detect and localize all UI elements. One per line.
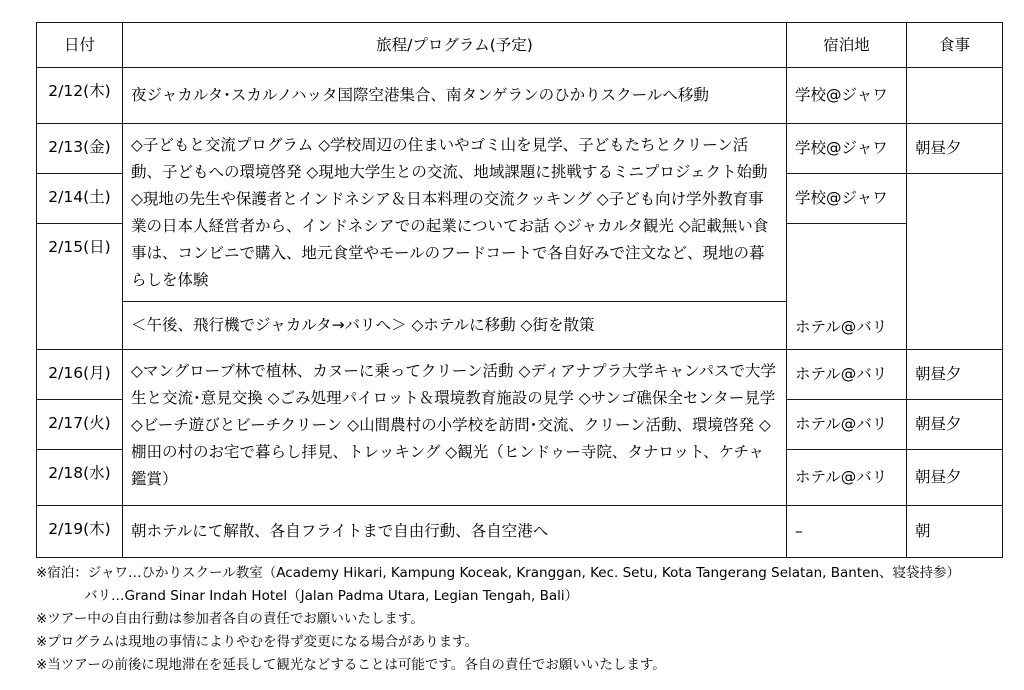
stay-cell: ホテル@バリ — [787, 450, 907, 506]
header-date: 日付 — [37, 23, 123, 68]
meal-cell: 朝昼夕 — [907, 124, 1003, 174]
date-cell: 2/13(金) — [37, 124, 123, 174]
stay-cell: ホテル@バリ — [787, 350, 907, 400]
program-cell-transfer: ＜午後、飛行機でジャカルタ→バリへ＞ ◇ホテルに移動 ◇街を散策 — [123, 302, 787, 350]
date-cell: 2/18(水) — [37, 450, 123, 506]
table-header-row — [37, 23, 1003, 68]
stay-cell: ホテル@バリ — [787, 224, 907, 350]
date-cell: 2/17(火) — [37, 400, 123, 450]
meal-cell: 朝昼夕 — [907, 350, 1003, 400]
stay-cell: – — [787, 506, 907, 558]
program-cell-bali: ◇マングローブ林で植林、カヌーに乗ってクリーン活動 ◇ディアナプラ大学キャンパスで大学生と交流･意見交換 ◇ごみ処理パイロット＆環境教育施設の見学 ◇サンゴ礁保全センター見学 ◇ビーチ遊びとビーチクリーン ◇山間農村の小学校を訪問･交流、クリーン活動、環境啓発 ◇棚田の村のお宅で暮らし拝見、トレッキング ◇観光（ヒンドゥー寺院、タナロット、ケチャ鑑賞） — [123, 350, 787, 506]
note-program-change: ※プログラムは現地の事情によりやむを得ず変更になる場合があります。 — [36, 634, 479, 650]
note-free-time: ※ツアー中の自由行動は参加者各自の責任でお願いいたします。 — [36, 611, 424, 627]
note-extension: ※当ツアーの前後に現地滞在を延長して観光などすることは可能です。各自の責任でお願いいたします。 — [36, 657, 666, 673]
meal-cell: 朝 — [907, 506, 1003, 558]
note-lodging-bali: バリ…Grand Sinar Indah Hotel（Jalan Padma Utara, Legian Tengah, Bali） — [84, 588, 579, 604]
note-lodging-java: ※宿泊：ジャワ…ひかりスクール教室（Academy Hikari, Kampung Koceak, Kranggan, Kec. Setu, Kota Tangerang Selatan, Banten、寝袋持参） — [36, 565, 961, 581]
date-cell: 2/12(木) — [37, 68, 123, 124]
table-row — [37, 350, 1003, 400]
header-program: 旅程/プログラム(予定) — [123, 23, 787, 68]
program-cell-java: ◇子どもと交流プログラム ◇学校周辺の住まいやゴミ山を見学、子どもたちとクリーン活動、子どもへの環境啓発 ◇現地大学生との交流、地域課題に挑戦するミニプロジェクト始動 ◇現地の先生や保護者とインドネシア＆日本料理の交流クッキング ◇子ども向け学外教育事業の日本人経営者から、インドネシアでの起業についてお話 ◇ジャカルタ観光 ◇記載無い食事は、コンビニで購入、地元食堂やモールのフードコートで各自好みで注文など、現地の暮らしを体験 — [123, 124, 787, 302]
itinerary-table — [36, 22, 1003, 558]
date-cell: 2/14(土) — [37, 174, 123, 224]
meal-cell-empty — [907, 174, 1003, 350]
program-cell: 朝ホテルにて解散、各自フライトまで自由行動、各自空港へ — [123, 506, 787, 558]
table-row — [37, 506, 1003, 558]
stay-cell: 学校@ジャワ — [787, 68, 907, 124]
date-cell: 2/16(月) — [37, 350, 123, 400]
meal-cell — [907, 68, 1003, 124]
program-cell: 夜ジャカルタ･スカルノハッタ国際空港集合、南タンゲランのひかりスクールへ移動 — [123, 68, 787, 124]
stay-cell: ホテル@バリ — [787, 400, 907, 450]
stay-cell: 学校@ジャワ — [787, 124, 907, 174]
table-row — [37, 124, 1003, 174]
meal-cell: 朝昼夕 — [907, 450, 1003, 506]
table-row — [37, 68, 1003, 124]
date-cell: 2/19(木) — [37, 506, 123, 558]
notes-section — [36, 562, 1011, 677]
meal-cell: 朝昼夕 — [907, 400, 1003, 450]
header-stay: 宿泊地 — [787, 23, 907, 68]
header-meal: 食事 — [907, 23, 1003, 68]
date-cell: 2/15(日) — [37, 224, 123, 350]
stay-cell: 学校@ジャワ — [787, 174, 907, 224]
